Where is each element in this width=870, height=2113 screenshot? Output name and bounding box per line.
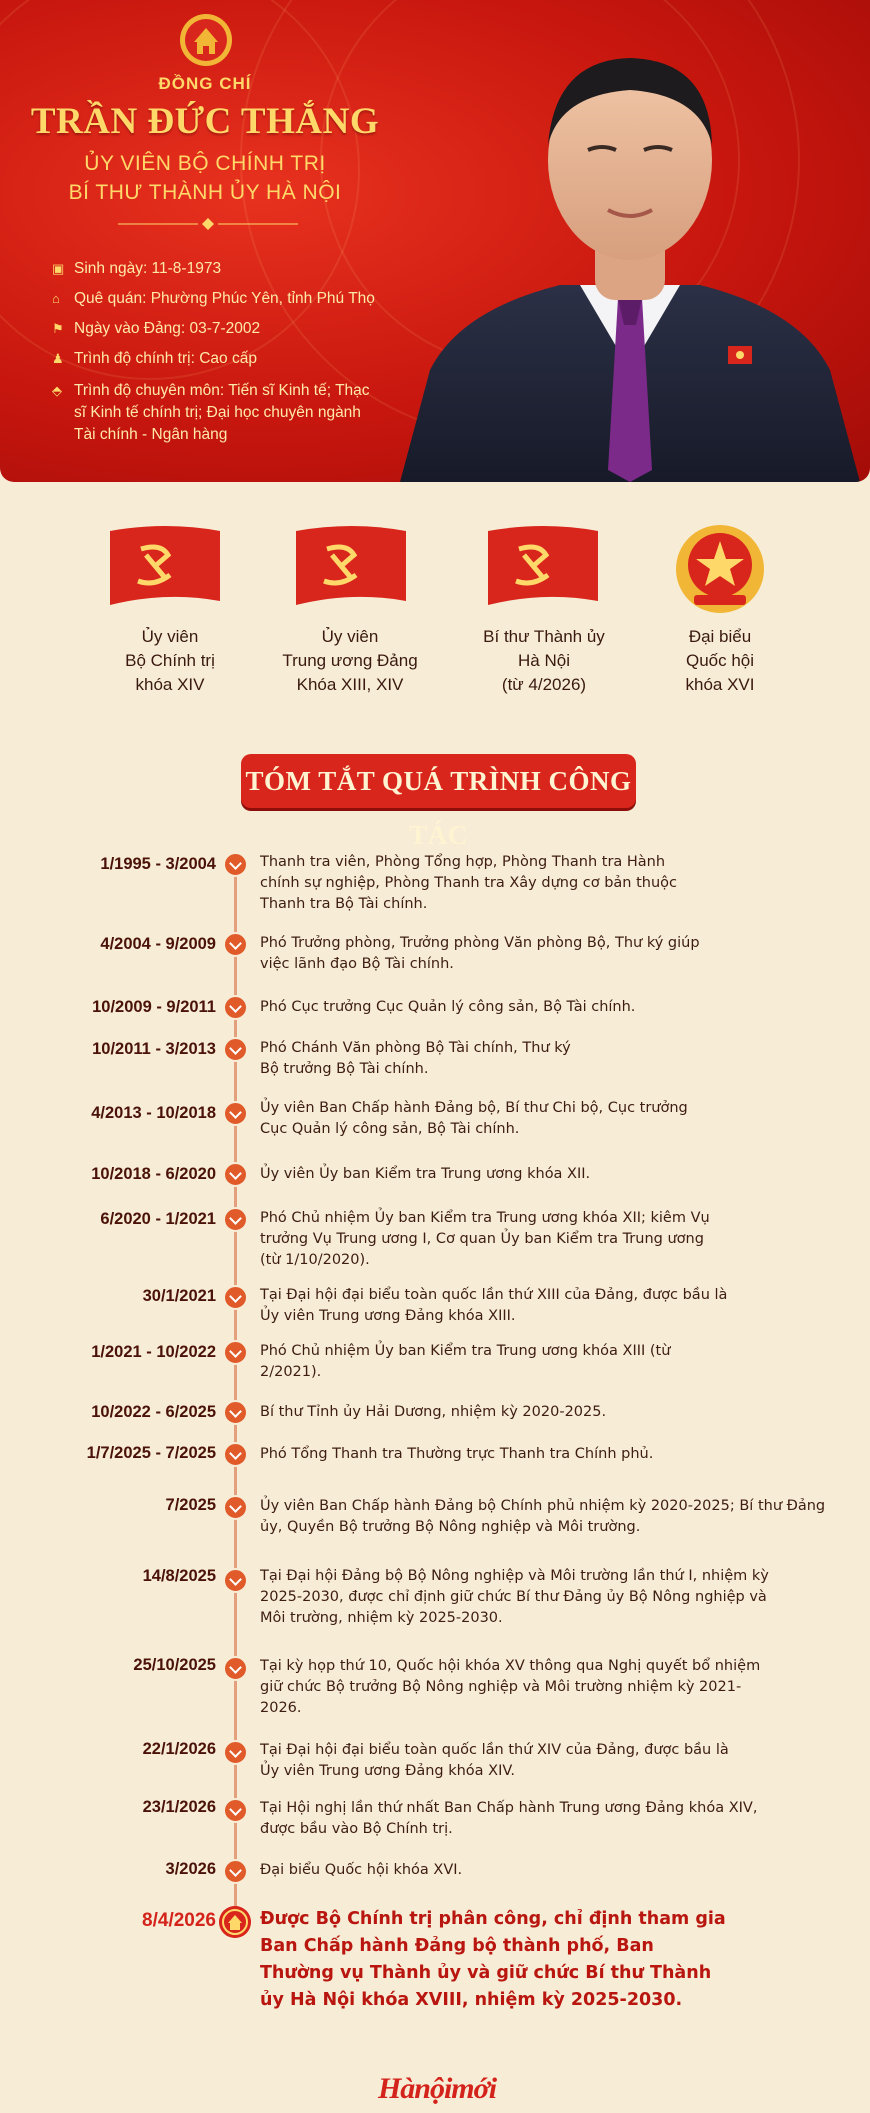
timeline-text: Tại Đại hội đại biểu toàn quốc lần thứ XIV của Đảng, được bầu là Ủy viên Trung ương Đảng khóa XIV. [260, 1742, 729, 1779]
header-banner [0, 0, 870, 482]
chevron-down-icon [223, 1568, 248, 1593]
home-icon: ⌂ [52, 291, 60, 306]
timeline-text: Thanh tra viên, Phòng Tổng hợp, Phòng Thanh tra Hành chính sự nghiệp, Phòng Thanh tra Xây dựng cơ bản thuộc Thanh tra Bộ Tài chính. [260, 854, 678, 912]
national-emblem-icon [674, 523, 766, 615]
chevron-down-icon [223, 1340, 248, 1365]
calendar-icon: ▣ [52, 261, 65, 276]
timeline-date: 10/2022 - 6/2025 [91, 1403, 216, 1421]
hanoi-emblem-icon [219, 1906, 251, 1938]
position-line-1: ỦY VIÊN BỘ CHÍNH TRỊ [84, 152, 326, 175]
timeline-date: 22/1/2026 [142, 1740, 216, 1758]
chevron-down-icon [223, 1207, 248, 1232]
chevron-down-icon [223, 1859, 248, 1884]
timeline-text: Ủy viên Ủy ban Kiểm tra Trung ương khóa XII. [260, 1166, 591, 1182]
timeline-text: Phó Cục trưởng Cục Quản lý công sản, Bộ Tài chính. [260, 999, 636, 1015]
section-title: TÓM TẮT QUÁ TRÌNH CÔNG TÁC [241, 754, 636, 808]
timeline-date: 10/2018 - 6/2020 [91, 1165, 216, 1183]
info-birthdate: ▣ Sinh ngày: 11-8-1973 [52, 260, 222, 277]
chevron-down-icon [223, 1656, 248, 1681]
timeline-date: 30/1/2021 [142, 1287, 216, 1305]
timeline-date: 7/2025 [165, 1496, 216, 1514]
chevron-down-icon [223, 1285, 248, 1310]
chevron-down-icon [223, 1442, 248, 1467]
timeline-date: 8/4/2026 [142, 1910, 216, 1931]
timeline-text: Phó Chủ nhiệm Ủy ban Kiểm tra Trung ương khóa XII; kiêm Vụ trưởng Vụ Trung ương I, Cơ quan Ủy ban Kiểm tra Trung ương (từ 1/10/2020). [260, 1210, 710, 1268]
timeline-text: Được Bộ Chính trị phân công, chỉ định tham gia Ban Chấp hành Đảng bộ thành phố, Ban Thường vụ Thành ủy và giữ chức Bí thư Thành ủy Hà Nội khóa XVIII, nhiệm kỳ 2025-2030. [260, 1909, 726, 2010]
chevron-down-icon [223, 1101, 248, 1126]
party-flag-icon [484, 525, 602, 611]
chevron-down-icon [223, 1400, 248, 1425]
timeline-date: 1/1995 - 3/2004 [100, 855, 216, 873]
info-party-join-date: ⚑ Ngày vào Đảng: 03-7-2002 [52, 320, 261, 337]
timeline-text: Ủy viên Ban Chấp hành Đảng bộ, Bí thư Chi bộ, Cục trưởng Cục Quản lý công sản, Bộ Tài chính. [260, 1100, 688, 1137]
timeline-date: 3/2026 [165, 1860, 216, 1878]
timeline-text: Phó Chủ nhiệm Ủy ban Kiểm tra Trung ương khóa XIII (từ 2/2021). [260, 1343, 671, 1380]
badge-label: Ủy viên Bộ Chính trị khóa XIV [125, 627, 215, 694]
chevron-down-icon [223, 852, 248, 877]
timeline-date: 4/2004 - 9/2009 [100, 935, 216, 953]
timeline-date: 14/8/2025 [142, 1567, 216, 1585]
timeline-date: 6/2020 - 1/2021 [100, 1210, 216, 1228]
timeline-date: 10/2009 - 9/2011 [92, 998, 216, 1016]
portrait-photo [390, 40, 870, 482]
timeline-text: Tại kỳ họp thứ 10, Quốc hội khóa XV thông qua Nghị quyết bổ nhiệm giữ chức Bộ trưởng Bộ Nông nghiệp và Môi trường nhiệm kỳ 2021-2026. [260, 1658, 761, 1716]
chevron-down-icon [223, 1495, 248, 1520]
chevron-down-icon [223, 995, 248, 1020]
party-flag-icon [106, 525, 224, 611]
timeline-text: Tại Hội nghị lần thứ nhất Ban Chấp hành Trung ương Đảng khóa XIV, được bầu vào Bộ Chính trị. [260, 1800, 758, 1837]
timeline-text: Phó Tổng Thanh tra Thường trực Thanh tra Chính phủ. [260, 1446, 654, 1462]
eyebrow-label: ĐỒNG CHÍ [158, 74, 252, 93]
chevron-down-icon [223, 932, 248, 957]
graduation-cap-icon: ⬘ [52, 383, 62, 398]
person-icon: ♟ [52, 351, 64, 366]
info-hometown: ⌂ Quê quán: Phường Phúc Yên, tỉnh Phú Thọ [52, 290, 375, 307]
timeline-text: Bí thư Tỉnh ủy Hải Dương, nhiệm kỳ 2020-2025. [260, 1404, 607, 1420]
timeline-date: 1/2021 - 10/2022 [91, 1343, 216, 1361]
timeline-date: 10/2011 - 3/2013 [92, 1040, 216, 1058]
newspaper-logo[interactable]: Hànộimới [377, 2072, 497, 2105]
chevron-down-icon [223, 1037, 248, 1062]
badge-label: Bí thư Thành ủy Hà Nội (từ 4/2026) [483, 627, 605, 694]
timeline-text: Tại Đại hội đại biểu toàn quốc lần thứ XIII của Đảng, được bầu là Ủy viên Trung ương Đảng khóa XIII. [260, 1287, 728, 1324]
timeline-text: Ủy viên Ban Chấp hành Đảng bộ Chính phủ nhiệm kỳ 2020-2025; Bí thư Đảng ủy, Quyền Bộ trưởng Bộ Nông nghiệp và Môi trường. [260, 1498, 826, 1535]
timeline-date: 25/10/2025 [133, 1656, 216, 1674]
info-professional-level: ⬘ Trình độ chuyên môn: Tiến sĩ Kinh tế; Thạc sĩ Kinh tế chính trị; Đại học chuyên ngành Tài chính - Ngân hàng [52, 382, 370, 443]
party-flag-icon: ⚑ [52, 321, 64, 336]
chevron-down-icon [223, 1798, 248, 1823]
timeline-text: Tại Đại hội Đảng bộ Bộ Nông nghiệp và Môi trường lần thứ I, nhiệm kỳ 2025-2030, được chỉ định giữ chức Bí thư Đảng ủy Bộ Nông nghiệp và Môi trường, nhiệm kỳ 2025-2030. [260, 1568, 769, 1626]
timeline-date: 1/7/2025 - 7/2025 [86, 1444, 216, 1462]
timeline-date: 23/1/2026 [142, 1798, 216, 1816]
badge-label: Ủy viên Trung ương Đảng Khóa XIII, XIV [282, 627, 418, 694]
position-line-2: BÍ THƯ THÀNH ỦY HÀ NỘI [68, 181, 342, 204]
timeline-text: Đại biểu Quốc hội khóa XVI. [260, 1862, 463, 1878]
party-flag-icon [292, 525, 410, 611]
timeline-text: Phó Chánh Văn phòng Bộ Tài chính, Thư ký Bộ trưởng Bộ Tài chính. [260, 1040, 571, 1077]
badge-label: Đại biểu Quốc hội khóa XVI [685, 627, 755, 694]
chevron-down-icon [223, 1162, 248, 1187]
ornament-divider-icon [118, 218, 298, 230]
chevron-down-icon [223, 1740, 248, 1765]
person-name: TRẦN ĐỨC THẮNG [30, 101, 380, 142]
timeline-text: Phó Trưởng phòng, Trưởng phòng Văn phòng Bộ, Thư ký giúp việc lãnh đạo Bộ Tài chính. [260, 935, 700, 972]
timeline-date: 4/2013 - 10/2018 [91, 1104, 216, 1122]
info-political-level: ♟ Trình độ chính trị: Cao cấp [52, 350, 257, 367]
hanoi-emblem-icon [178, 12, 234, 68]
